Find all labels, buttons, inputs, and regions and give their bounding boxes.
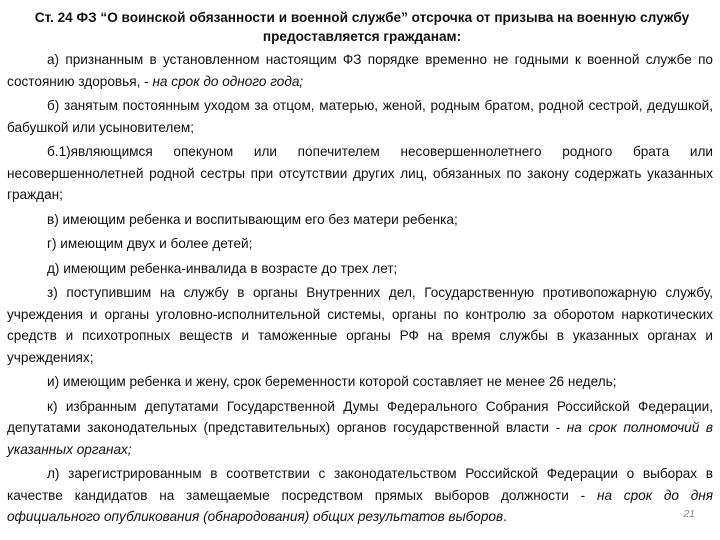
paragraph-b xyxy=(7,95,713,138)
paragraph-a-emphasis: на срок до одного года; xyxy=(152,73,304,89)
paragraph-b1 xyxy=(7,141,713,206)
paragraph-z xyxy=(7,282,713,368)
paragraph-i-text: и) имеющим ребенка и жену, срок беременности которой составляет не менее 26 недель; xyxy=(47,374,617,389)
paragraph-l-emphasis: на срок до дня официального опубликования (обнародования) общих результатов выборов xyxy=(7,487,713,524)
paragraph-a-text: а) признанным в установленном настоящим ФЗ порядке временно не годными к военной службе по состоянию здоровья, - xyxy=(7,52,713,89)
slide-title: Ст. 24 ФЗ “О воинской обязанности и военной службе” отсрочка от призыва на военную службу предоставляется гражданам: xyxy=(34,10,690,44)
paragraph-a xyxy=(7,49,713,92)
paragraph-b-text: б) занятым постоянным уходом за отцом, матерью, женой, родным братом, родной сестрой, дедушкой, бабушкой или усыновителем; xyxy=(7,98,713,135)
paragraph-z-text: з) поступившим на службу в органы Внутренних дел, Государственную противопожарную службу, учреждения и органы уголовно-исполнительной системы, органы по контролю за оборотом наркотических средств и психотропных веществ и таможенные органы РФ на время службы в указанных органах и учреждениях; xyxy=(7,285,713,365)
paragraph-l-tail: . xyxy=(503,509,507,524)
paragraph-b1-text: б.1)являющимся опекуном или попечителем несовершеннолетнего родного брата или несовершеннолетней родной сестры при отсутствии других лиц, обязанных по закону содержать указанных граждан; xyxy=(7,144,713,202)
page-number: 21 xyxy=(683,508,695,520)
paragraph-v-text: в) имеющим ребенка и воспитывающим его без матери ребенка; xyxy=(47,211,458,227)
paragraph-l xyxy=(7,463,713,528)
paragraph-v xyxy=(7,209,713,231)
paragraph-k xyxy=(7,396,713,461)
paragraph-d xyxy=(7,258,713,280)
paragraph-d-text: д) имеющим ребенка-инвалида в возрасте до трех лет; xyxy=(47,260,398,276)
paragraph-g-text: г) имеющим двух и более детей; xyxy=(47,236,253,251)
paragraph-l-text: л) зарегистрированным в соответствии с законодательством Российской Федерации о выборах в качестве кандидатов на замещаемые посредством прямых выборов должности - xyxy=(7,466,713,503)
paragraph-k-emphasis: на срок полномочий в указанных органах; xyxy=(7,420,713,457)
paragraph-i xyxy=(7,371,713,393)
paragraph-g xyxy=(7,233,713,255)
paragraph-k-text: к) избранным депутатами Государственной Думы Федерального Собрания Российской Федерации, депутатами законодательных (представительных) органов государственной власти - xyxy=(7,398,713,435)
